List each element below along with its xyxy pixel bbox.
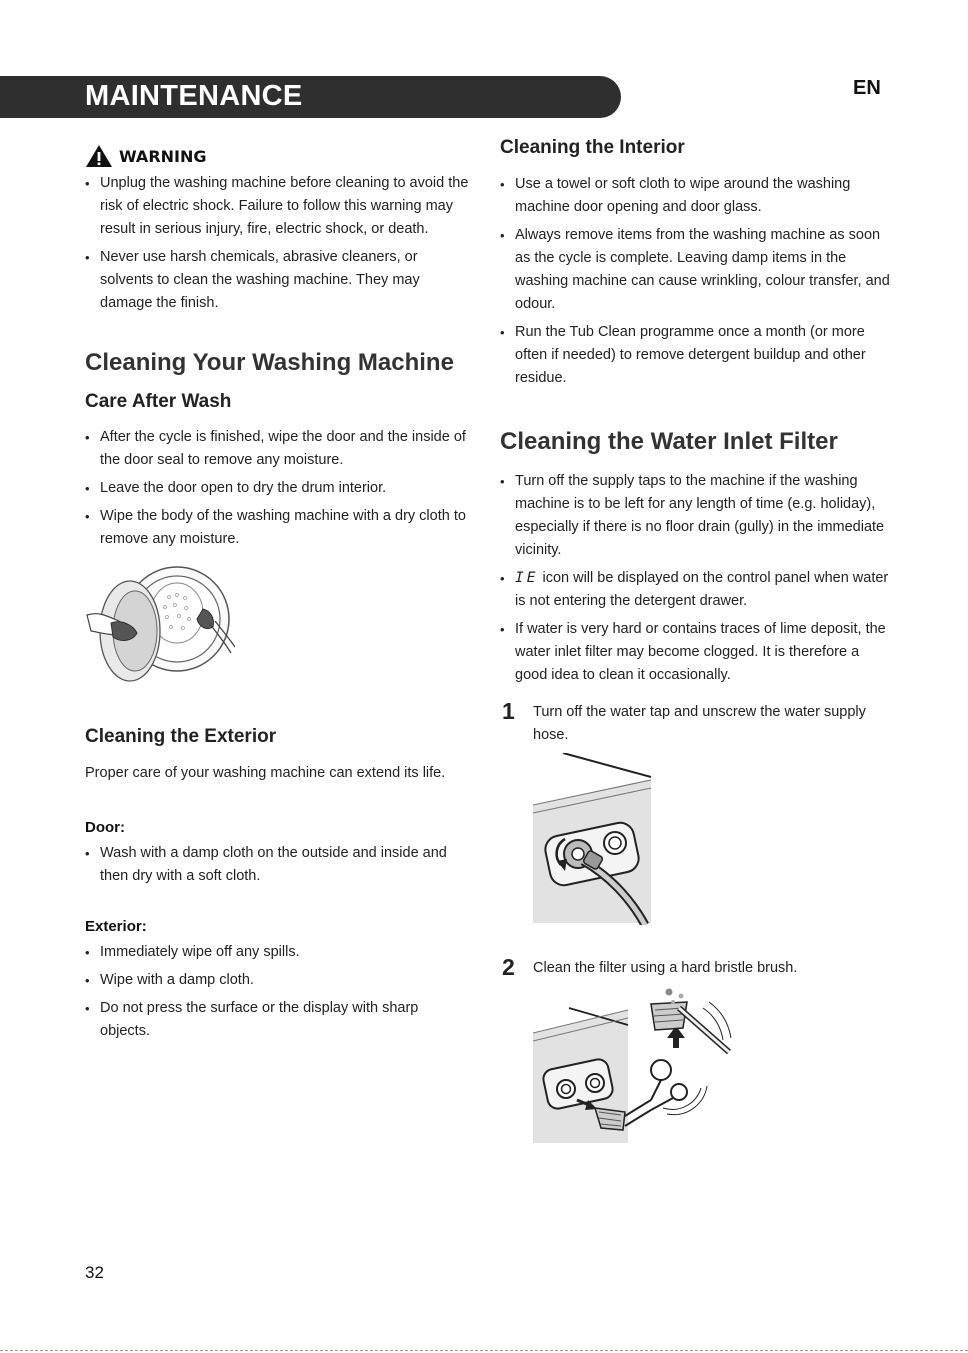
interior-item: • Use a towel or soft cloth to wipe around the washing machine door opening and door glass. [500,173,890,219]
step-2 [500,954,890,980]
bottom-divider [0,1350,968,1351]
exterior-item: • Do not press the surface or the display with sharp objects. [85,997,470,1043]
section-title-inlet-filter: Cleaning the Water Inlet Filter [500,428,838,455]
hose-tap-illustration [533,753,658,925]
warning-list [85,172,470,315]
door-list [85,842,470,888]
step-number: 2 [502,954,515,980]
subsection-title-care-after-wash: Care After Wash [85,391,232,412]
step-1 [500,698,890,747]
step-text: Turn off the water tap and unscrew the water supply hose. [533,704,866,743]
inlet-item: • If water is very hard or contains traces of lime deposit, the water inlet filter may become clogged. It is therefore a good idea to clean it occasionally. [500,618,890,687]
language-code: EN [853,77,881,99]
page-number: 32 [85,1263,104,1282]
warning-heading [85,144,470,168]
door-item: • Wash with a damp cloth on the outside and inside and then dry with a soft cloth. [85,842,470,888]
inlet-filter-list [500,470,890,687]
interior-item: • Run the Tub Clean programme once a month (or more often if needed) to remove detergent buildup and other residue. [500,321,890,390]
exterior-label: Exterior: [85,918,147,935]
exterior-list [85,941,470,1043]
interior-list [500,173,890,390]
step-text: Clean the filter using a hard bristle brush. [533,960,798,976]
washing-machine-illustration [85,561,235,686]
right-column [500,137,890,1146]
warning-item: • Never use harsh chemicals, abrasive cleaners, or solvents to clean the washing machine. They may damage the finish. [85,246,470,315]
error-code: IE [515,570,539,586]
inlet-item [500,567,890,613]
section-title-cleaning-machine: Cleaning Your Washing Machine [85,349,454,376]
exterior-item: • Wipe with a damp cloth. [85,969,470,992]
left-column [85,140,470,1048]
inlet-item-text: icon will be displayed on the control panel when water is not entering the detergent drawer. [515,570,889,609]
door-label: Door: [85,819,125,836]
inlet-item: • Turn off the supply taps to the machine if the washing machine is to be left for any length of time (e.g. holiday), especially if there is no floor drain (gully) in the immediate vicinity. [500,470,890,562]
filter-brush-illustration [533,988,743,1146]
exterior-intro: Proper care of your washing machine can extend its life. [85,765,446,781]
care-item: • Wipe the body of the washing machine with a dry cloth to remove any moisture. [85,505,470,551]
interior-item: • Always remove items from the washing machine as soon as the cycle is complete. Leaving damp items in the washing machine can cause wrinkling, colour transfer, and odour. [500,224,890,316]
subsection-title-exterior: Cleaning the Exterior [85,726,277,747]
step-number: 1 [502,698,515,724]
care-after-wash-list [85,426,470,551]
care-item: • Leave the door open to dry the drum interior. [85,477,470,500]
warning-label: WARNING [119,146,207,166]
exterior-item: • Immediately wipe off any spills. [85,941,470,964]
section-title-interior: Cleaning the Interior [500,137,685,158]
warning-item: • Unplug the washing machine before cleaning to avoid the risk of electric shock. Failure to follow this warning may result in serious injury, fire, electric shock, or death. [85,172,470,241]
page-title: MAINTENANCE [85,80,303,112]
warning-icon [85,144,113,168]
care-item: • After the cycle is finished, wipe the door and the inside of the door seal to remove any moisture. [85,426,470,472]
